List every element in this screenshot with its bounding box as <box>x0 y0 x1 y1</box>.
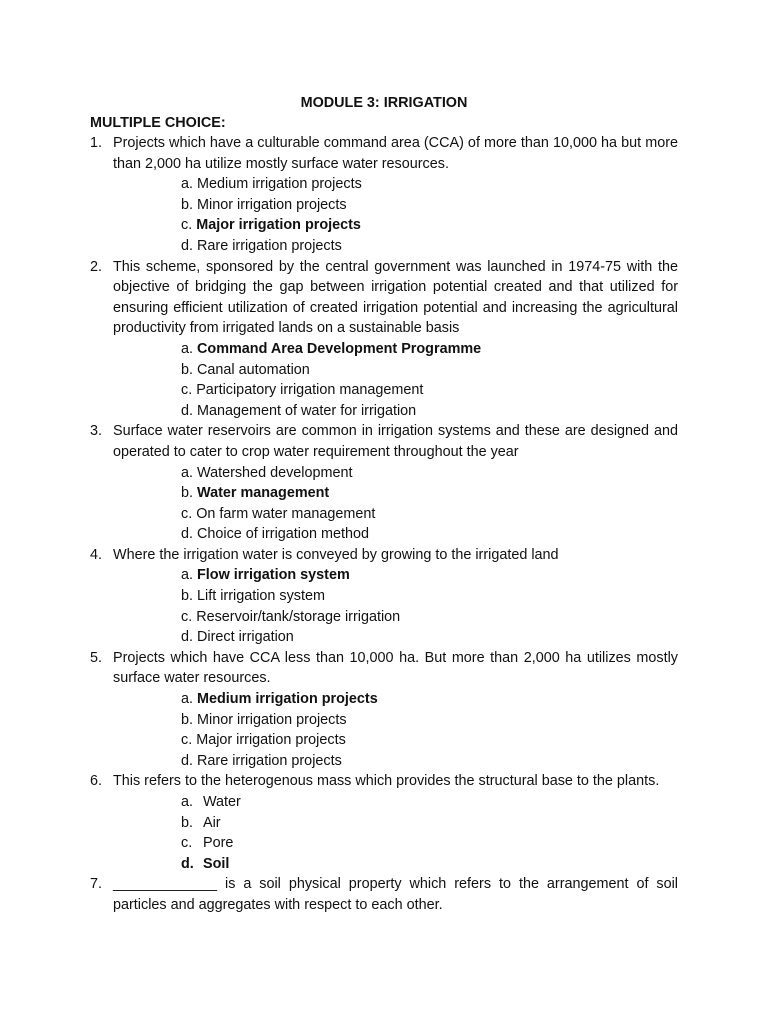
option-text: Air <box>203 814 221 831</box>
options-list <box>113 792 678 874</box>
correct-answer: Major irrigation projects <box>196 217 361 234</box>
option-letter: d. <box>181 402 194 419</box>
option-a <box>181 565 678 586</box>
option-d <box>181 751 678 772</box>
option-text: Lift irrigation system <box>197 588 325 605</box>
question-text: Projects which have CCA less than 10,000 ha. But more than 2,000 ha utilizes mostly surface water resources. <box>113 649 678 687</box>
option-d <box>181 236 678 257</box>
option-text: Canal automation <box>197 361 310 378</box>
option-text: Choice of irrigation method <box>197 526 369 543</box>
option-a <box>181 339 678 360</box>
option-letter: b. <box>181 485 194 502</box>
option-letter: b. <box>181 196 194 213</box>
correct-answer: Command Area Development Programme <box>197 340 482 357</box>
option-b <box>181 710 678 731</box>
option-letter: a. <box>181 340 194 357</box>
option-text: Medium irrigation projects <box>197 176 362 193</box>
question-number: 5. <box>90 649 103 666</box>
question-3 <box>90 421 678 545</box>
question-number: 2. <box>90 258 103 275</box>
option-a <box>181 689 678 710</box>
option-letter: d. <box>181 629 194 646</box>
option-letter: a. <box>181 567 194 584</box>
option-letter: c. <box>181 732 193 749</box>
option-letter: b. <box>181 588 194 605</box>
question-text: Where the irrigation water is conveyed by growing to the irrigated land <box>113 546 559 563</box>
options-list <box>113 565 678 647</box>
option-c <box>181 215 678 236</box>
option-c <box>181 504 678 525</box>
option-c <box>181 833 678 854</box>
option-a <box>181 174 678 195</box>
question-number: 6. <box>90 773 103 790</box>
question-text: Surface water reservoirs are common in irrigation systems and these are designed and operated to cater to crop water requirement throughout the year <box>113 423 678 460</box>
option-text: Management of water for irrigation <box>197 402 417 419</box>
question-text: _____________ is a soil physical property which refers to the arrangement of soil particles and aggregates with respect to each other. <box>113 876 678 913</box>
section-heading: MULTIPLE CHOICE: <box>90 115 226 131</box>
correct-answer: Flow irrigation system <box>197 567 350 584</box>
option-c <box>181 730 678 751</box>
option-text: Rare irrigation projects <box>197 237 342 254</box>
correct-answer: Soil <box>203 855 230 872</box>
question-5 <box>90 648 678 772</box>
option-letter: a. <box>181 464 194 481</box>
option-text: Watershed development <box>197 464 353 481</box>
question-1 <box>90 133 678 257</box>
option-letter: a. <box>181 176 194 193</box>
question-list <box>90 133 678 916</box>
option-text: Pore <box>203 835 234 852</box>
option-b <box>181 360 678 381</box>
question-number: 3. <box>90 423 103 440</box>
question-text: Projects which have a culturable command area (CCA) of more than 10,000 ha but more than 2,000 ha utilize mostly surface water resources. <box>113 135 678 172</box>
option-b <box>181 195 678 216</box>
option-letter: d. <box>181 526 194 543</box>
question-text: This refers to the heterogenous mass which provides the structural base to the plants. <box>113 773 660 790</box>
question-number: 4. <box>90 546 103 563</box>
correct-answer: Water management <box>197 485 330 502</box>
option-text: Rare irrigation projects <box>197 752 342 769</box>
option-letter: d. <box>181 855 194 872</box>
option-b <box>181 483 678 504</box>
question-4 <box>90 545 678 648</box>
option-a <box>181 463 678 484</box>
option-text: Reservoir/tank/storage irrigation <box>196 608 401 625</box>
option-d <box>181 524 678 545</box>
options-list <box>113 339 678 421</box>
question-number: 1. <box>90 135 103 151</box>
document-title: MODULE 3: IRRIGATION <box>300 95 468 111</box>
option-letter: d. <box>181 237 194 254</box>
option-text: Major irrigation projects <box>196 732 346 749</box>
option-letter: b. <box>181 711 194 728</box>
option-text: Participatory irrigation management <box>196 382 424 399</box>
question-number: 7. <box>90 876 103 893</box>
option-d <box>181 401 678 422</box>
option-c <box>181 607 678 628</box>
question-2 <box>90 257 678 422</box>
option-letter: c. <box>181 217 193 234</box>
option-letter: b. <box>181 814 194 831</box>
option-letter: b. <box>181 361 194 378</box>
question-7 <box>90 874 678 915</box>
option-c <box>181 380 678 401</box>
option-text: On farm water management <box>196 505 376 522</box>
option-text: Direct irrigation <box>197 629 294 646</box>
option-d <box>181 854 678 875</box>
option-letter: c. <box>181 835 193 852</box>
options-list <box>113 463 678 545</box>
options-list <box>113 174 678 256</box>
correct-answer: Medium irrigation projects <box>197 691 378 708</box>
option-b <box>181 586 678 607</box>
option-letter: a. <box>181 691 194 708</box>
option-text: Water <box>203 794 241 810</box>
option-b <box>181 813 678 834</box>
option-letter: c. <box>181 608 193 625</box>
question-text: This scheme, sponsored by the central government was launched in 1974-75 with the objective of bridging the gap between irrigation potential created and that utilized for ensuring efficient utilization of created irrigation potential and increasing the agricultural productivity from irrigated lands on a sustainable basis <box>113 258 678 337</box>
option-letter: d. <box>181 752 194 769</box>
option-d <box>181 627 678 648</box>
option-letter: c. <box>181 505 193 522</box>
option-letter: c. <box>181 382 193 399</box>
options-list <box>113 689 678 771</box>
option-text: Minor irrigation projects <box>197 711 347 728</box>
question-6 <box>90 771 678 874</box>
option-letter: a. <box>181 794 194 810</box>
option-a <box>181 792 678 813</box>
option-text: Minor irrigation projects <box>197 196 347 213</box>
